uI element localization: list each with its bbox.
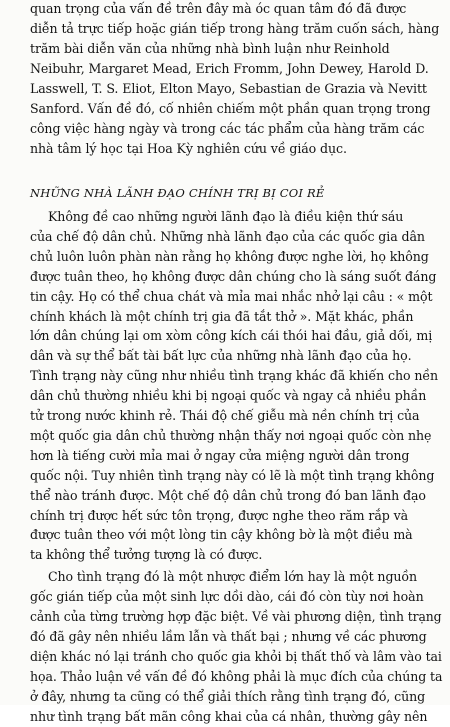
text-line: một quốc gia dân chủ thường nhận thấy nơi ngoại quốc còn nhẹ — [30, 427, 432, 443]
text-line: ta không thể tưởng tượng là có được. — [30, 547, 263, 563]
text-line: tử trong nước khinh rẻ. Thái độ chế giễu mà nền chính trị của — [30, 408, 420, 423]
text-line: dân chủ thường nhiều khi bị ngoại quốc và ngay cả nhiều phần — [30, 388, 427, 404]
text-line: được tuân theo với một lòng tin cậy không bờ là một điều mà — [30, 527, 413, 543]
text-line: công việc hàng ngày và trong các tác phẩm của hàng trăm các — [30, 121, 425, 136]
text-line: Không đề cao những người lãnh đạo là điều kiện thứ sáu — [48, 209, 404, 224]
text-line: diện khác nó lại tránh cho quốc gia khỏi bị thất thố và lâm vào tai — [30, 648, 442, 664]
section-heading: NHỮNG NHÀ LÃNH ĐẠO CHÍNH TRỊ BỊ COI RẺ — [30, 186, 325, 200]
text-line: Lasswell, T. S. Eliot, Elton Mayo, Sebastian de Grazia và Nevitt — [30, 81, 427, 96]
text-line: Tình trạng này cũng như nhiều tình trạng khác đã khiến cho nền — [30, 368, 439, 384]
text-line: nhà tâm lý học tại Hoa Kỳ nghiên cứu về giáo dục. — [30, 141, 347, 156]
text-line: quan trọng của vấn đề trên đây mà óc quan tâm đó đã được — [30, 1, 407, 16]
text-line: hơn là tiếng cười mỉa mai ở ngay cửa miệng người dân trong — [30, 447, 410, 463]
text-line: dân và sự thể bất tài bất lực của những nhà lãnh đạo của họ. — [30, 348, 412, 364]
text-line: thể nào tránh được. Một chế độ dân chủ trong đó ban lãnh đạo — [30, 487, 426, 503]
text-line: trăm bài diễn văn của những nhà bình luận như Reinhold — [30, 41, 390, 56]
text-line: ở đây, nhưng ta cũng có thể giải thích rằng tình trạng đó, cũng — [30, 688, 426, 704]
text-line: Sanford. Vấn đề đó, cố nhiên chiếm một phần quan trọng trong — [30, 101, 431, 116]
text-line: diễn tả trực tiếp hoặc gián tiếp trong hàng trăm cuốn sách, hàng — [30, 21, 440, 36]
text-line: chính trị được hết sức tôn trọng, được nghe theo răm rắp và — [30, 507, 409, 523]
text-line: của chế độ dân chủ. Những nhà lãnh đạo của các quốc gia dân — [30, 228, 425, 244]
text-line: quốc nội. Tuy nhiên tình trạng này có lẽ là một tình trạng không — [30, 467, 435, 483]
text-line: được tuân theo, họ không được dân chúng cho là sáng suốt đáng — [30, 268, 437, 284]
text-line: gốc gián tiếp của một sinh lực dồi dào, cái đó còn tùy nơi hoàn — [30, 589, 424, 605]
text-line: Cho tình trạng đó là một nhược điểm lớn hay là một nguồn — [48, 569, 418, 585]
text-line: tin cậy. Họ có thể chua chát và mỉa mai nhắc nhở lại câu : « một — [30, 288, 433, 304]
text-line: cảnh của từng trường hợp đặc biệt. Về vài phương diện, tình trạng — [30, 609, 442, 624]
text-line: họa. Thảo luận về vấn đề đó không phải là mục đích của chúng ta — [30, 668, 443, 684]
text-line: chủ luôn luôn phàn nàn rằng họ không được nghe lời, họ không — [30, 248, 429, 264]
text-line: như tình trạng bất mãn công khai của cá nhân, thường gây nên — [30, 708, 428, 724]
text-line: đó đã gây nên nhiều lầm lẫn và thất bại ; nhưng về các phương — [30, 628, 427, 644]
text-line: lớn dân chúng lại om xòm công kích cái thói hai đầu, giả dối, mị — [30, 328, 433, 344]
text-line: chính khách là một chính trị gia đã tắt thở ». Mặt khác, phần — [30, 308, 414, 324]
text-line: Neibuhr, Margaret Mead, Erich Fromm, John Dewey, Harold D. — [30, 61, 429, 76]
